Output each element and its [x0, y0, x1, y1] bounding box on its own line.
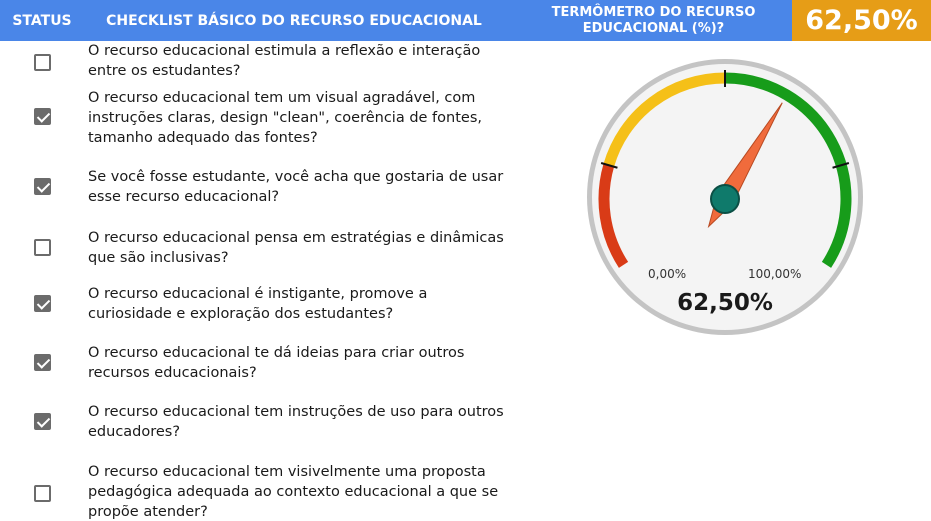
- checkbox[interactable]: [34, 178, 51, 195]
- checklist-item: [0, 211, 515, 273]
- gauge-max-label: 100,00%: [748, 267, 802, 281]
- checkbox[interactable]: [34, 354, 51, 371]
- checklist-item: [0, 391, 515, 451]
- checklist-column-header: CHECKLIST BÁSICO DO RECURSO EDUCACIONAL: [106, 12, 482, 29]
- gauge-hub: [711, 185, 739, 213]
- checkbox[interactable]: [34, 485, 51, 502]
- question-text: Se você fosse estudante, você acha que gostaria de usar esse recurso educacional?: [88, 169, 504, 205]
- score-value: 62,50%: [792, 0, 931, 41]
- checkbox[interactable]: [34, 54, 51, 71]
- checklist-item: [0, 333, 515, 391]
- checkbox[interactable]: [34, 413, 51, 430]
- header-bar: [0, 0, 931, 41]
- question-text: O recurso educacional pensa em estratégias e dinâmicas que são inclusivas?: [88, 230, 504, 266]
- checklist-item: [0, 85, 515, 151]
- status-column-header: STATUS: [12, 12, 72, 29]
- question-text: O recurso educacional tem visivelmente uma proposta pedagógica adequada ao contexto educacional a que se propõe atender?: [88, 464, 499, 520]
- question-text: O recurso educacional é instigante, promove a curiosidade e exploração dos estudantes?: [88, 286, 428, 322]
- checkbox[interactable]: [34, 239, 51, 256]
- checklist-item: [0, 151, 515, 211]
- gauge-value-label: 62,50%: [677, 290, 773, 316]
- checklist-item: [0, 273, 515, 333]
- question-text: O recurso educacional estimula a reflexão e interação entre os estudantes?: [88, 43, 481, 79]
- checkbox[interactable]: [34, 295, 51, 312]
- thermometer-header: TERMÔMETRO DO RECURSO EDUCACIONAL (%)?: [551, 4, 756, 36]
- question-text: O recurso educacional tem um visual agradável, com instruções claras, design "clean", coerência de fontes, tamanho adequado das fontes?: [88, 90, 482, 146]
- gauge-min-label: 0,00%: [648, 267, 687, 281]
- question-text: O recurso educacional te dá ideias para criar outros recursos educacionais?: [88, 345, 465, 381]
- checklist-item: [0, 41, 515, 85]
- checkbox[interactable]: [34, 108, 51, 125]
- question-text: O recurso educacional tem instruções de uso para outros educadores?: [88, 404, 504, 440]
- checklist-item: [0, 451, 515, 521]
